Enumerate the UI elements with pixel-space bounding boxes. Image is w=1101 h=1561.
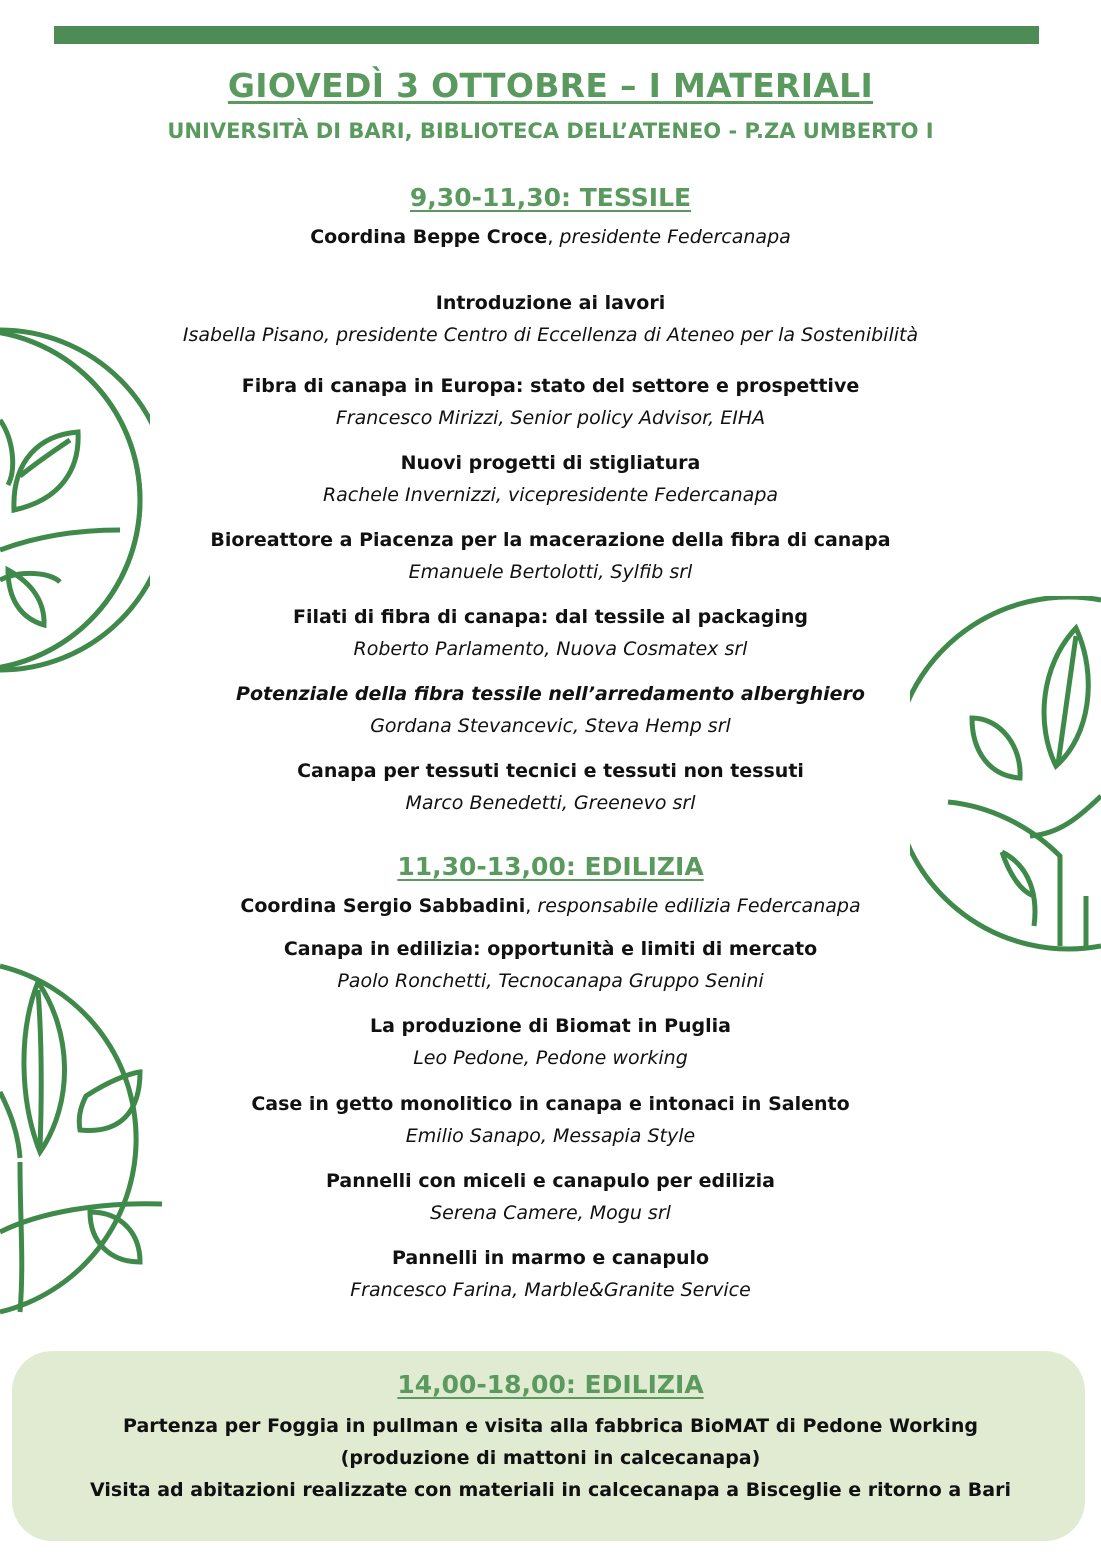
visit-line: Visita ad abitazioni realizzate con materiali in calcecanapa a Bisceglie e ritorno a Bari <box>90 1479 1011 1501</box>
talk-title: Potenziale della fibra tessile nell’arredamento alberghiero <box>236 683 865 705</box>
talk-item <box>0 937 1101 993</box>
coordinator-role: responsabile edilizia Federcanapa <box>537 895 861 917</box>
talk-item <box>0 1014 1101 1070</box>
talk-speaker: Francesco Mirizzi, Senior policy Advisor, EIHA <box>335 407 766 429</box>
talk-item <box>0 605 1101 661</box>
talk-item <box>0 1092 1101 1148</box>
talk-title: Pannelli con miceli e canapulo per edilizia <box>325 1170 775 1192</box>
talk-title: Nuovi progetti di stigliatura <box>400 452 701 474</box>
talk-speaker: Rachele Invernizzi, vicepresidente Federcanapa <box>322 484 779 506</box>
talk-speaker: Roberto Parlamento, Nuova Cosmatex srl <box>353 638 748 660</box>
coordinator-name: Coordina Beppe Croce <box>310 226 548 248</box>
talk-title: Fibra di canapa in Europa: stato del settore e prospettive <box>241 375 860 397</box>
page-title: GIOVEDÌ 3 OTTOBRE – I MATERIALI <box>227 66 874 105</box>
talk-speaker: Gordana Stevancevic, Steva Hemp srl <box>370 715 731 737</box>
talk-item <box>0 682 1101 738</box>
talk-item <box>0 451 1101 507</box>
talk-item <box>0 1169 1101 1225</box>
talk-speaker: Francesco Farina, Marble&Granite Service <box>350 1279 751 1301</box>
talk-item <box>0 374 1101 430</box>
talk-item <box>0 528 1101 584</box>
talk-speaker: Isabella Pisano, presidente Centro di Eccellenza di Ateneo per la Sostenibilità <box>182 324 919 346</box>
visit-line: (produzione di mattoni in calcecanapa) <box>340 1447 761 1469</box>
talk-speaker: Emanuele Bertolotti, Sylfib srl <box>408 561 693 583</box>
talk-item <box>0 759 1101 815</box>
talk-item <box>0 291 1101 347</box>
talk-title: Canapa in edilizia: opportunità e limiti di mercato <box>283 938 818 960</box>
talk-speaker: Emilio Sanapo, Messapia Style <box>405 1125 696 1147</box>
talk-title: Pannelli in marmo e canapulo <box>391 1247 710 1269</box>
visit-description <box>20 1410 1081 1506</box>
talk-title: Filati di fibra di canapa: dal tessile al packaging <box>292 606 809 628</box>
talk-title: Canapa per tessuti tecnici e tessuti non tessuti <box>297 760 804 782</box>
talk-speaker: Serena Camere, Mogu srl <box>430 1202 671 1224</box>
section-heading-tessile: 9,30-11,30: TESSILE <box>409 183 692 212</box>
coordinator-name: Coordina Sergio Sabbadini <box>240 895 526 917</box>
section-heading-visit: 14,00-18,00: EDILIZIA <box>397 1370 704 1399</box>
talk-title: Introduzione ai lavori <box>435 292 666 314</box>
location-subtitle: UNIVERSITÀ DI BARI, BIBLIOTECA DELL’ATENEO - P.ZA UMBERTO I <box>167 119 934 143</box>
coordinator-role: presidente Federcanapa <box>559 226 791 248</box>
talk-title: Case in getto monolitico in canapa e intonaci in Salento <box>251 1093 850 1115</box>
talk-speaker: Paolo Ronchetti, Tecnocanapa Gruppo Senini <box>337 970 764 992</box>
section-heading-edilizia: 11,30-13,00: EDILIZIA <box>397 852 704 881</box>
talk-item <box>0 1246 1101 1302</box>
talk-speaker: Marco Benedetti, Greenevo srl <box>405 792 696 814</box>
talk-title: Bioreattore a Piacenza per la macerazione della fibra di canapa <box>210 529 891 551</box>
visit-line: Partenza per Foggia in pullman e visita alla fabbrica BioMAT di Pedone Working <box>123 1415 978 1437</box>
top-accent-bar <box>54 26 1039 44</box>
coordinator-tessile: Coordina Beppe Croce, presidente Federcanapa <box>310 226 791 248</box>
talk-title: La produzione di Biomat in Puglia <box>370 1015 731 1037</box>
coordinator-edilizia: Coordina Sergio Sabbadini, responsabile edilizia Federcanapa <box>240 895 861 917</box>
talk-speaker: Leo Pedone, Pedone working <box>413 1047 688 1069</box>
